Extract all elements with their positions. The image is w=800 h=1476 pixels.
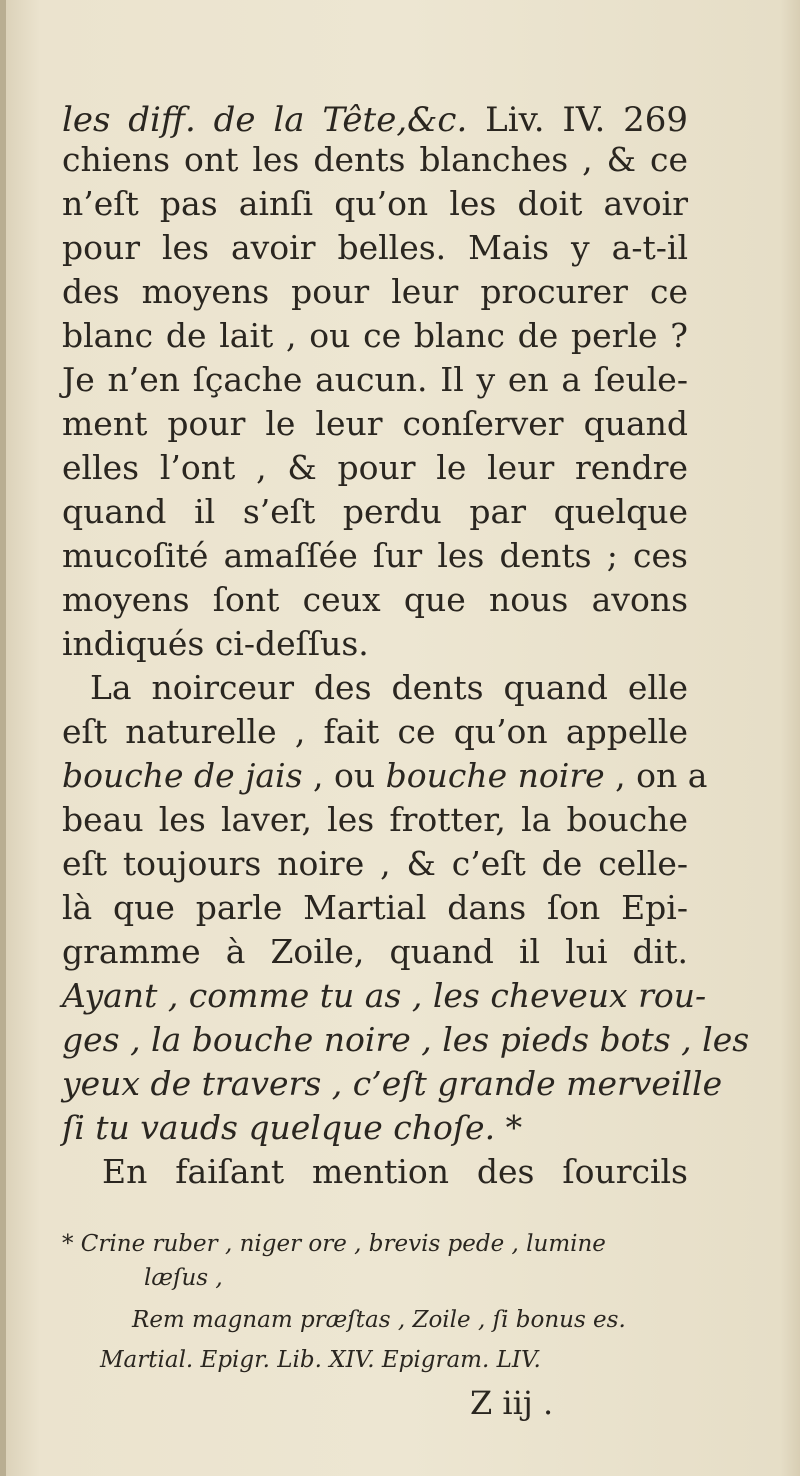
body-line: ment pour le leur conſerver quand — [62, 404, 688, 443]
signature-mark: Z iij . — [470, 1384, 554, 1422]
body-line: quand il s’eſt perdu par quelque — [62, 492, 688, 531]
quote-line: Ayant , comme tu as , les cheveux rou- — [62, 976, 707, 1015]
body-line: blanc de lait , ou ce blanc de perle ? — [62, 316, 688, 355]
body-line: eſt toujours noire , & c’eſt de celle- — [62, 844, 688, 883]
quote-line: ges , la bouche noire , les pieds bots , les — [62, 1020, 750, 1059]
body-line: là que parle Martial dans ſon Epi- — [62, 888, 688, 927]
running-header — [62, 100, 688, 140]
body-line: moyens ſont ceux que nous avons — [62, 580, 688, 619]
footnote-citation: Martial. Epigr. Lib. XIV. Epigram. LIV. — [100, 1347, 541, 1373]
body-line: gramme à Zoile, quand il lui dit. — [62, 932, 688, 971]
body-line: pour les avoir belles. Mais y a-t-il — [62, 228, 688, 267]
phrase-bouche-de-jais: bouche de jais — [62, 756, 303, 795]
book-number: Liv. IV. — [485, 100, 606, 140]
quote-line-end: ſi tu vauds quelque choſe. * — [62, 1108, 523, 1147]
body-line: elles l’ont , & pour le leur rendre — [62, 448, 688, 487]
body-line: beau les laver, les frotter, la bouche — [62, 800, 688, 839]
body-line: chiens ont les dents blanches , & ce — [62, 140, 688, 179]
footnote-line: Rem magnam præſtas , Zoile , ſi bonus es. — [132, 1307, 626, 1333]
page-number: 269 — [623, 100, 689, 140]
footnote-line: * Crine ruber , niger ore , brevis pede , lumine — [62, 1231, 606, 1257]
running-title: les diff. de la Tête,&c. — [62, 100, 468, 140]
body-line-paragraph-start: La noirceur des dents quand elle — [90, 668, 688, 707]
phrase-bouche-noire: bouche noire — [385, 756, 605, 795]
body-line: n’eſt pas ainſi qu’on les doit avoir — [62, 184, 688, 223]
body-line: des moyens pour leur procurer ce — [62, 272, 688, 311]
body-line-paragraph-end: indiqués ci-deſſus. — [62, 624, 369, 663]
page-gutter-edge — [0, 0, 6, 1476]
body-line-paragraph-start: En faiſant mention des ſourcils — [102, 1152, 688, 1191]
body-line-mixed-italic: bouche de jais , ou bouche noire , on a — [62, 756, 708, 795]
body-line: eſt naturelle , fait ce qu’on appelle — [62, 712, 688, 751]
body-line: mucoſité amaſſée ſur les dents ; ces — [62, 536, 688, 575]
quote-line: yeux de travers , c’eſt grande merveille — [62, 1064, 723, 1103]
footnote-line: læſus , — [144, 1265, 223, 1291]
body-line: Je n’en ſçache aucun. Il y en a ſeule- — [62, 360, 688, 399]
